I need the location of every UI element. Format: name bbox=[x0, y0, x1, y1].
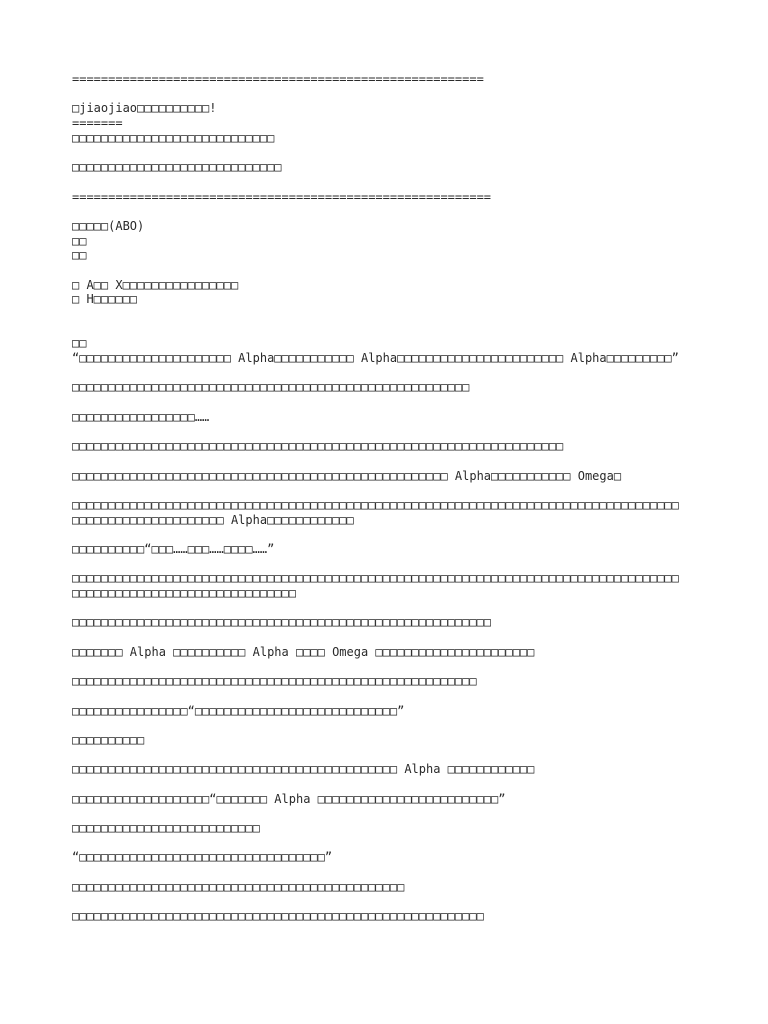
text-line bbox=[72, 748, 732, 763]
text-line: □□□□□□□□□□□□□□□□□□□□□□□□□□□□□□□□□□□□□□□□□□□□□□□□□□□□□□□□□□□□□□□□□□□□ bbox=[72, 439, 564, 454]
text-line: □□ bbox=[72, 233, 87, 248]
text-line bbox=[72, 630, 732, 645]
text-line: □□□□□□□□□□□□□□□□□□□□□□□□□□□□□□□□□□□□□□□□□□□□□□□□□□□□□□□□□□□□□□□□□□□□□□□□□□□□□□□□□□□□ bbox=[72, 497, 679, 512]
text-line bbox=[72, 366, 732, 381]
text-line: □□□□□□□□□□□□□□□□“□□□□□□□□□□□□□□□□□□□□□□□□□□□□” bbox=[72, 703, 405, 718]
text-line: □□□□□□□□□□□□□□□□□□□□□□□□□□□□□□□□□□□□□□□□□□□□□□ bbox=[72, 879, 405, 894]
text-line: □□□□□□□□□□“□□□……□□□……□□□□……” bbox=[72, 542, 275, 556]
document-body bbox=[72, 72, 732, 924]
text-line bbox=[72, 718, 732, 733]
text-line bbox=[72, 689, 732, 704]
text-line: □□ bbox=[72, 336, 87, 351]
text-line bbox=[72, 145, 732, 160]
text-line: □□□□□□□□□□□□□□□□□□□□□□□□□□□□□□□□□□□□□□□□□□□□□□□□□□□□□□□□□ bbox=[72, 909, 484, 924]
text-line: □□□□□□□□□□□□□□□□□□□□□□□□□□□□ bbox=[72, 130, 275, 145]
text-line: ========================================================== bbox=[72, 189, 492, 204]
text-line bbox=[72, 836, 732, 851]
text-line: □□□□□□□□□□□□□□□□□□□□□□□□□□□□□□□□□□□□□□□□□□□□□□□□□□□□□□□□□□□□□□□□□□□□□□□□□□□□□□□□□□□□ bbox=[72, 571, 679, 586]
text-line bbox=[72, 777, 732, 792]
text-line bbox=[72, 601, 732, 616]
text-line bbox=[72, 806, 732, 821]
text-line: □□□□□□□□□□□□□□□□□□□□□□□□□□□□□□□□□□□□□□□□□□□□□□□□□□□□□□□□ bbox=[72, 674, 477, 689]
text-line: ======= bbox=[72, 116, 123, 131]
text-line: □□ bbox=[72, 248, 87, 263]
text-line bbox=[72, 175, 732, 190]
text-line: □ A□□ X□□□□□□□□□□□□□□□□ bbox=[72, 277, 239, 292]
text-line: □jiaojiao□□□□□□□□□□! bbox=[72, 101, 217, 116]
text-line bbox=[72, 395, 732, 410]
text-line bbox=[72, 454, 732, 469]
text-line: □□□□□□□□□□□□□□□□□□□□□□□□□□□□□ bbox=[72, 160, 282, 175]
text-line: “□□□□□□□□□□□□□□□□□□□□□□□□□□□□□□□□□□” bbox=[72, 850, 333, 865]
text-line: □□□□□□□□□□□□□□□□□□□□□□□□□□□□□□□□□□□□□□□□□□□□□□□□□□□□ Alpha□□□□□□□□□□□ Omega□ bbox=[72, 468, 622, 483]
text-line bbox=[72, 425, 732, 440]
text-line: □□□□□□□□□□□□□□□□□□□□□□□□□□ bbox=[72, 821, 260, 836]
text-line: “□□□□□□□□□□□□□□□□□□□□□ Alpha□□□□□□□□□□□ Alpha□□□□□□□□□□□□□□□□□□□□□□□ Alpha□□□□□□□□□” bbox=[72, 351, 679, 366]
text-line: □□□□□□□□□□□□□□□□□□□□□ Alpha□□□□□□□□□□□□ bbox=[72, 512, 354, 527]
text-line: □□□□□□□□□□□□□□□□□□□□□□□□□□□□□□□□□□□□□□□□□□□□□□□□□□□□□□□□□□ bbox=[72, 615, 492, 630]
text-line bbox=[72, 557, 732, 572]
text-line bbox=[72, 527, 732, 542]
text-line bbox=[72, 660, 732, 675]
text-line: ========================================================= bbox=[72, 72, 484, 86]
text-line: □□□□□□□□□□□□□□□□□□□□□□□□□□□□□□□□□□□□□□□□□□□□□□□□□□□□□□□ bbox=[72, 380, 470, 395]
text-line bbox=[72, 865, 732, 880]
text-line: □□□□□□□□□□□□□□□□□…… bbox=[72, 409, 210, 424]
text-line: □□□□□(ABO) bbox=[72, 218, 145, 233]
text-line: □ H□□□□□□ bbox=[72, 292, 138, 307]
text-line bbox=[72, 263, 732, 278]
text-line: □□□□□□□□□□ bbox=[72, 732, 145, 747]
text-line: □□□□□□□ Alpha □□□□□□□□□□ Alpha □□□□ Omega □□□□□□□□□□□□□□□□□□□□□□ bbox=[72, 644, 535, 659]
text-line bbox=[72, 307, 732, 322]
text-line bbox=[72, 895, 732, 910]
text-line bbox=[72, 483, 732, 498]
text-line: □□□□□□□□□□□□□□□□□□□“□□□□□□□ Alpha □□□□□□□□□□□□□□□□□□□□□□□□□” bbox=[72, 791, 506, 806]
text-line: □□□□□□□□□□□□□□□□□□□□□□□□□□□□□□□ bbox=[72, 586, 296, 601]
text-line: □□□□□□□□□□□□□□□□□□□□□□□□□□□□□□□□□□□□□□□□□□□□□ Alpha □□□□□□□□□□□□ bbox=[72, 762, 535, 777]
text-line bbox=[72, 322, 732, 337]
text-line bbox=[72, 87, 732, 102]
text-line bbox=[72, 204, 732, 219]
